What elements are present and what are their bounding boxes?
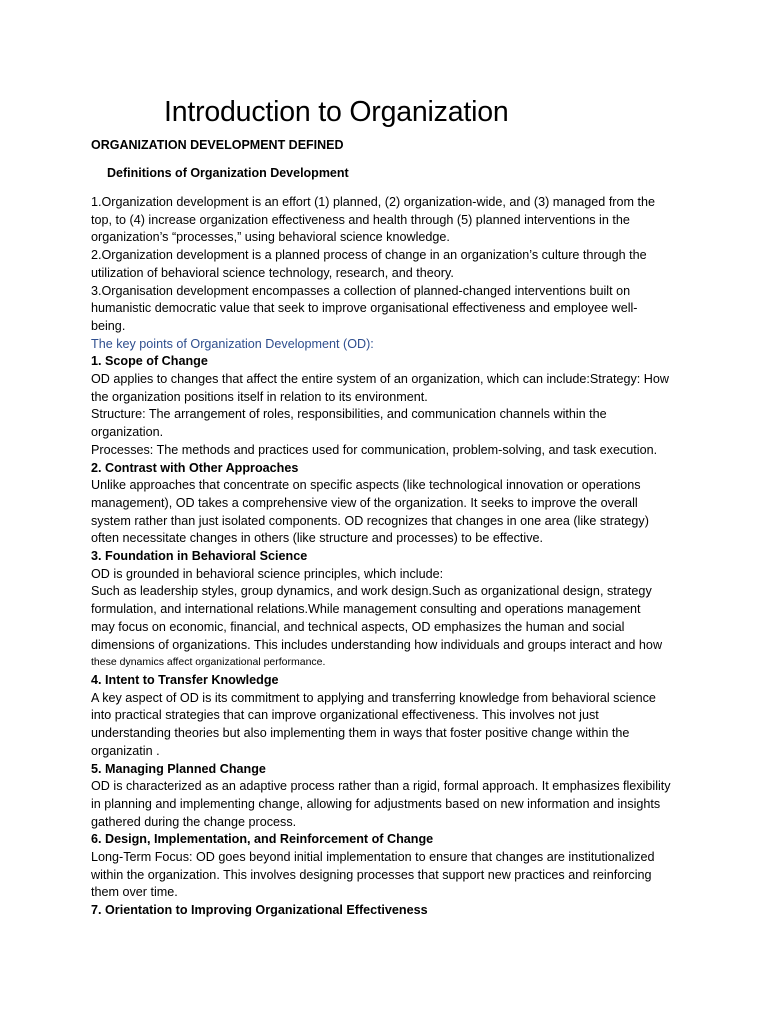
key-point-heading: 6. Design, Implementation, and Reinforcement of Change <box>91 832 434 847</box>
text-line: often necessitate changes in others (like structure and processes) to be effective. <box>91 531 543 546</box>
text-line: gathered during the change process. <box>91 814 297 829</box>
text-line: utilization of behavioral science technology, research, and theory. <box>91 265 454 280</box>
text-line: dimensions of organizations. This includes understanding how individuals and groups interact and how <box>91 637 663 652</box>
text-line: management), OD takes a comprehensive view of the organization. It seeks to improve the overall <box>91 495 638 510</box>
text-line: 1.Organization development is an effort (1) planned, (2) organization-wide, and (3) managed from the <box>91 195 656 209</box>
text-line: into practical strategies that can improve organizational effectiveness. This involves not just <box>91 708 599 723</box>
text-line: system rather than just isolated components. OD recognizes that changes in one area (like strategy) <box>91 513 649 528</box>
text-line: Long-Term Focus: OD goes beyond initial implementation to ensure that changes are institutionalized <box>91 850 655 865</box>
text-line: being. <box>91 318 126 333</box>
text-line: 2.Organization development is a planned process of change in an organization’s culture through the <box>91 248 647 263</box>
key-point-heading: 2. Contrast with Other Approaches <box>91 460 299 475</box>
text-line: top, to (4) increase organization effectiveness and health through (5) planned interventions in the <box>91 212 630 227</box>
text-line: OD is grounded in behavioral science principles, which include: <box>91 566 444 581</box>
section-heading: ORGANIZATION DEVELOPMENT DEFINED <box>91 138 344 152</box>
key-point-heading: 1. Scope of Change <box>91 354 208 369</box>
text-line: humanistic democratic value that seek to improve organisational effectiveness and employee well- <box>91 301 638 316</box>
text-line: organizatin . <box>91 743 160 758</box>
text-line: understanding theories but also implementing them in ways that foster positive change within the <box>91 726 630 741</box>
text-line: formulation, and international relations.While management consulting and operations management <box>91 602 641 617</box>
text-line: OD is characterized as an adaptive process rather than a rigid, formal approach. It emphasizes flexibility <box>91 779 671 794</box>
text-line: may focus on economic, financial, and technical aspects, OD emphasizes the human and social <box>91 619 625 634</box>
sub-heading: Definitions of Organization Development <box>107 166 349 180</box>
text-line: organization. <box>91 425 164 440</box>
text-line: within the organization. This involves designing processes that support new practices and reinforcing <box>91 867 652 882</box>
key-point-heading: 7. Orientation to Improving Organizational Effectiveness <box>91 903 428 918</box>
text-line: Such as leadership styles, group dynamics, and work design.Such as organizational design, strategy <box>91 584 652 599</box>
text-line-small: these dynamics affect organizational performance. <box>91 656 326 669</box>
key-points-intro: The key points of Organization Development (OD): <box>91 336 374 351</box>
text-line: them over time. <box>91 885 178 900</box>
text-line: Unlike approaches that concentrate on specific aspects (like technological innovation or operations <box>91 478 641 493</box>
text-line: organization’s “processes,” using behavioral science knowledge. <box>91 230 450 245</box>
key-point-heading: 4. Intent to Transfer Knowledge <box>91 672 279 687</box>
page-title: Introduction to Organization <box>164 96 509 128</box>
text-line: OD applies to changes that affect the entire system of an organization, which can include:Strategy: How <box>91 372 670 387</box>
text-line: 3.Organisation development encompasses a collection of planned-changed interventions built on <box>91 283 631 298</box>
text-line: Structure: The arrangement of roles, responsibilities, and communication channels within the <box>91 407 607 422</box>
text-line: the organization positions itself in relation to its environment. <box>91 389 428 404</box>
body-text <box>91 194 691 920</box>
text-line: in planning and implementing change, allowing for adjustments based on new information and insights <box>91 796 661 811</box>
text-line: A key aspect of OD is its commitment to applying and transferring knowledge from behavioral science <box>91 690 656 705</box>
key-point-heading: 3. Foundation in Behavioral Science <box>91 549 308 564</box>
key-point-heading: 5. Managing Planned Change <box>91 761 266 776</box>
text-line: Processes: The methods and practices used for communication, problem-solving, and task execution. <box>91 442 658 457</box>
